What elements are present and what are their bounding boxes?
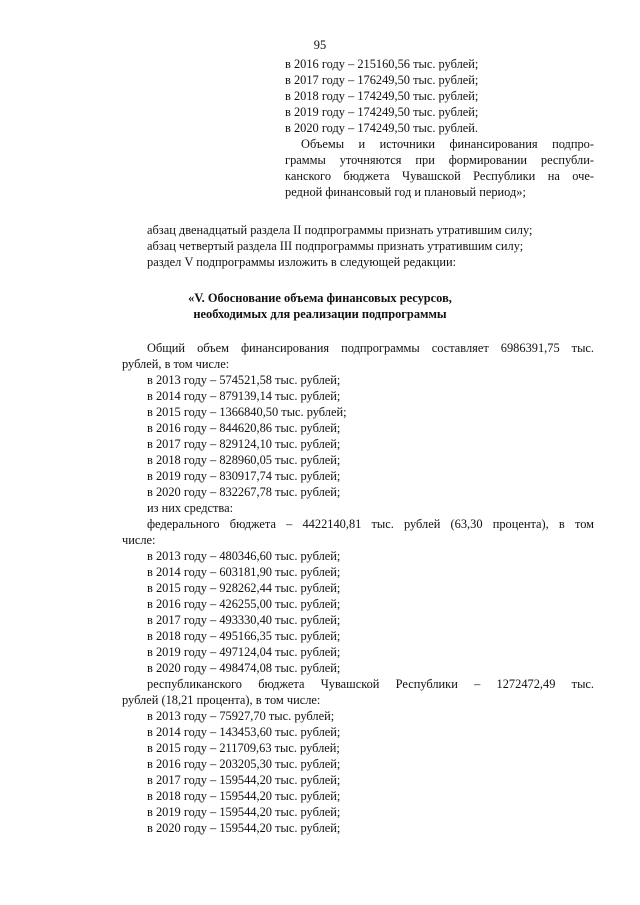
note-line: канского бюджета Чувашской Республики на оче- [285,169,594,183]
federal-year-line: в 2015 году – 928262,44 тыс. рублей; [147,581,341,595]
note-line: граммы уточняются при формировании республи- [285,153,594,167]
republic-year-line: в 2014 году – 143453,60 тыс. рублей; [147,725,341,739]
total-line: Общий объем финансирования подпрограммы составляет 6986391,75 тыс. [147,341,594,355]
total-year-line: в 2014 году – 879139,14 тыс. рублей; [147,389,341,403]
republic-line: республиканского бюджета Чувашской Республики – 1272472,49 тыс. [147,677,594,691]
total-year-line: в 2016 году – 844620,86 тыс. рублей; [147,421,341,435]
republic-year-line: в 2013 году – 75927,70 тыс. рублей; [147,709,335,723]
amendment-line: абзац четвертый раздела III подпрограммы признать утратившим силу; [147,239,524,253]
total-year-line: в 2019 году – 830917,74 тыс. рублей; [147,469,341,483]
republic-year-line: в 2016 году – 203205,30 тыс. рублей; [147,757,341,771]
republic-year-line: в 2018 году – 159544,20 тыс. рублей; [147,789,341,803]
federal-year-line: в 2019 году – 497124,04 тыс. рублей; [147,645,341,659]
note-line: Объемы и источники финансирования подпро- [301,137,594,151]
federal-line: федерального бюджета – 4422140,81 тыс. рублей (63,30 процента), в том [147,517,594,531]
total-year-line: в 2020 году – 832267,78 тыс. рублей; [147,485,341,499]
federal-year-line: в 2020 году – 498474,08 тыс. рублей; [147,661,341,675]
republic-year-line: в 2019 году – 159544,20 тыс. рублей; [147,805,341,819]
page-number: 95 [313,38,327,52]
total-year-line: в 2018 году – 828960,05 тыс. рублей; [147,453,341,467]
of-which-line: из них средства: [147,501,234,515]
republic-line: рублей (18,21 процента), в том числе: [122,693,321,707]
section-heading: «V. Обоснование объема финансовых ресурсов, [188,291,452,305]
top-year-line: в 2019 году – 174249,50 тыс. рублей; [285,105,479,119]
amendment-line: раздел V подпрограммы изложить в следующей редакции: [147,255,457,269]
total-year-line: в 2013 году – 574521,58 тыс. рублей; [147,373,341,387]
federal-line: числе: [122,533,156,547]
total-year-line: в 2017 году – 829124,10 тыс. рублей; [147,437,341,451]
section-heading: необходимых для реализации подпрограммы [193,307,447,321]
republic-year-line: в 2020 году – 159544,20 тыс. рублей; [147,821,341,835]
federal-year-line: в 2018 году – 495166,35 тыс. рублей; [147,629,341,643]
total-line: рублей, в том числе: [122,357,230,371]
top-year-line: в 2020 году – 174249,50 тыс. рублей. [285,121,478,135]
amendment-line: абзац двенадцатый раздела II подпрограммы признать утратившим силу; [147,223,533,237]
federal-year-line: в 2016 году – 426255,00 тыс. рублей; [147,597,341,611]
federal-year-line: в 2013 году – 480346,60 тыс. рублей; [147,549,341,563]
republic-year-line: в 2017 году – 159544,20 тыс. рублей; [147,773,341,787]
top-year-line: в 2016 году – 215160,56 тыс. рублей; [285,57,479,71]
federal-year-line: в 2017 году – 493330,40 тыс. рублей; [147,613,341,627]
top-year-line: в 2018 году – 174249,50 тыс. рублей; [285,89,479,103]
note-line: редной финансовый год и плановый период»; [285,185,526,199]
total-year-line: в 2015 году – 1366840,50 тыс. рублей; [147,405,347,419]
republic-year-line: в 2015 году – 211709,63 тыс. рублей; [147,741,340,755]
top-year-line: в 2017 году – 176249,50 тыс. рублей; [285,73,479,87]
federal-year-line: в 2014 году – 603181,90 тыс. рублей; [147,565,341,579]
